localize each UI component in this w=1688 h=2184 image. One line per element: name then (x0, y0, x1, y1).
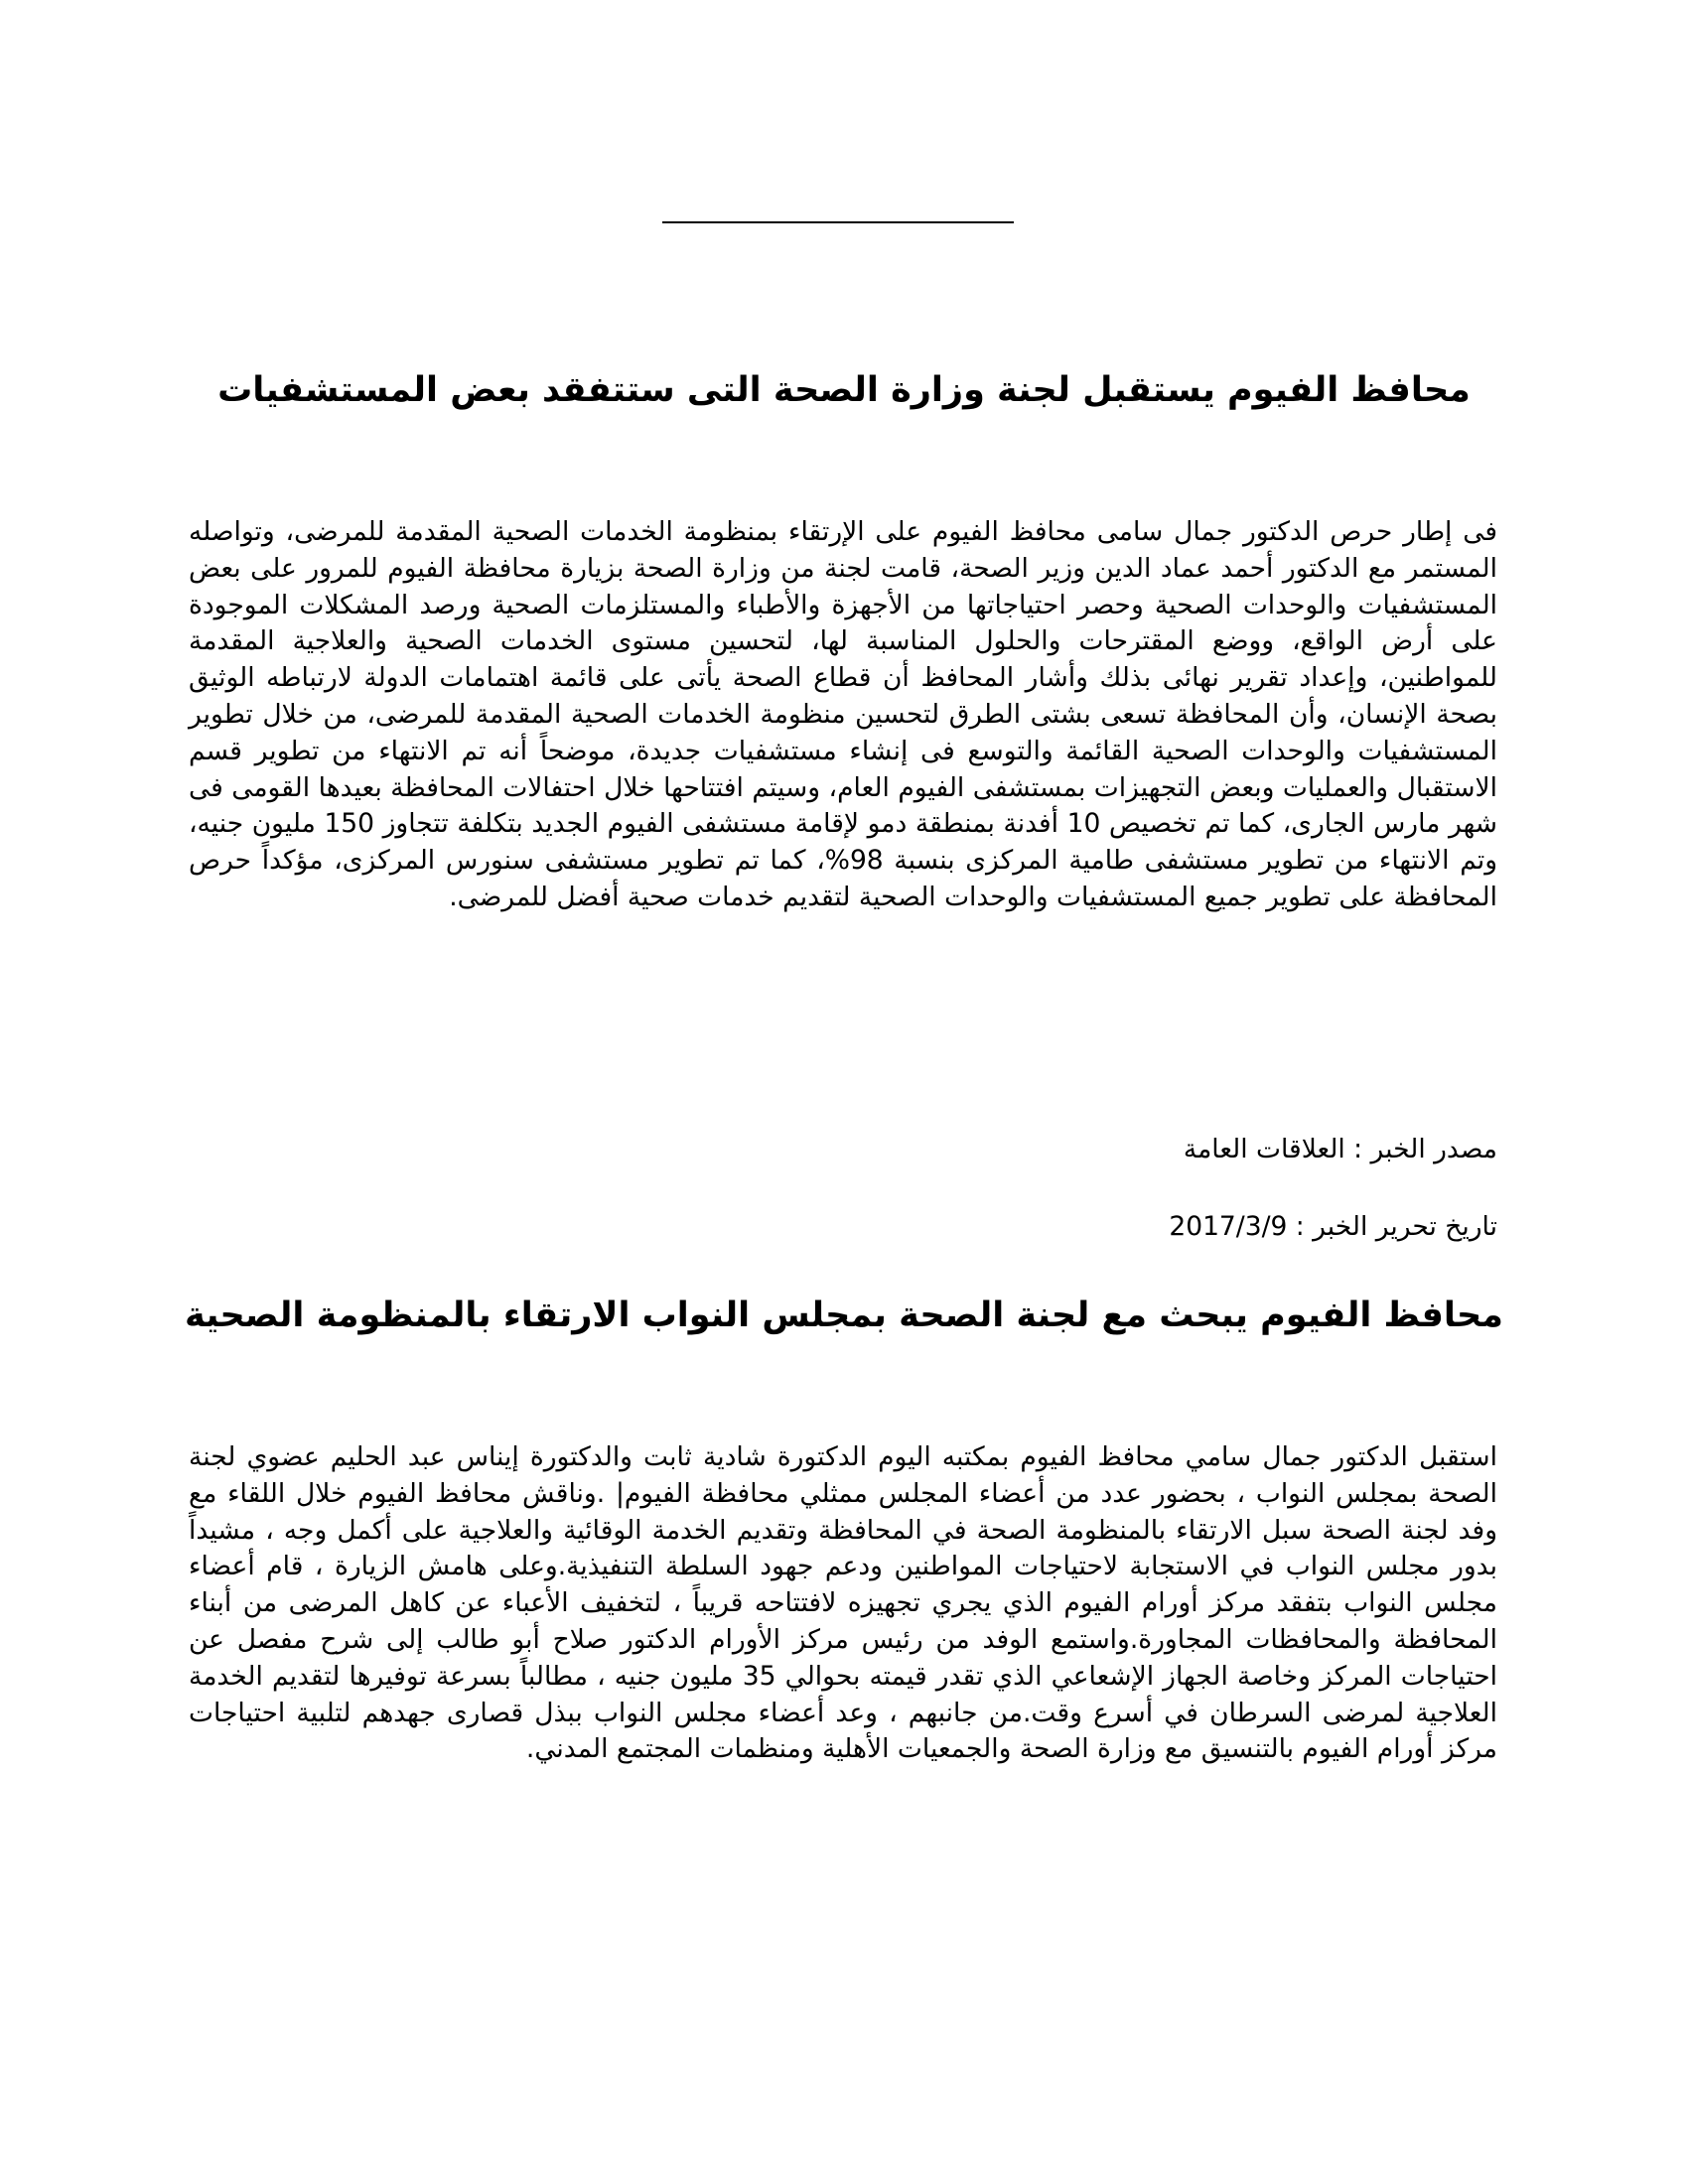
article-2-headline: محافظ الفيوم يبحث مع لجنة الصحة بمجلس النواب الارتقاء بالمنظومة الصحية (185, 1296, 1503, 1335)
article-1-date: تاريخ تحرير الخبر : 2017/3/9 (1169, 1211, 1497, 1242)
article-1-body: فى إطار حرص الدكتور جمال سامى محافظ الفيوم على الإرتقاء بمنظومة الخدمات الصحية المقدمة للمرضى، وتواصله المستمر مع الدكتور أحمد عماد الدين وزير الصحة، قامت لجنة من وزارة الصحة بزيارة محافظة الفيوم للمرور على بعض المستشفيات والوحدات الصحية وحصر احتياجاتها من الأجهزة والأطباء والمستلزمات الصحية ورصد المشكلات الموجودة على أرض الواقع، ووضع المقترحات والحلول المناسبة لها، لتحسين مستوى الخدمات الصحية والعلاجية المقدمة للمواطنين، وإعداد تقرير نهائى بذلك وأشار المحافظ أن قطاع الصحة يأتى على قائمة اهتمامات الدولة لارتباطه الوثيق بصحة الإنسان، وأن المحافظة تسعى بشتى الطرق لتحسين منظومة الخدمات الصحية المقدمة للمرضى، من خلال تطوير المستشفيات والوحدات الصحية القائمة والتوسع فى إنشاء مستشفيات جديدة، موضحاً أنه تم الانتهاء من تطوير قسم الاستقبال والعمليات وبعض التجهيزات بمستشفى الفيوم العام، وسيتم افتتاحها خلال احتفالات المحافظة بعيدها القومى فى شهر مارس الجارى، كما تم تخصيص 10 أفدنة بمنطقة دمو لإقامة مستشفى الفيوم الجديد بتكلفة تتجاوز 150 مليون جنيه، وتم الانتهاء من تطوير مستشفى طامية المركزى بنسبة 98%، كما تم تطوير مستشفى سنورس المركزى، مؤكداً حرص المحافظة على تطوير جميع المستشفيات والوحدات الصحية لتقديم خدمات صحية أفضل للمرضى. (189, 516, 1497, 912)
article-1-headline: محافظ الفيوم يستقبل لجنة وزارة الصحة التى ستتفقد بعض المستشفيات (217, 370, 1471, 410)
top-rule-divider (662, 221, 1014, 223)
article-1-source: مصدر الخبر : العلاقات العامة (1183, 1134, 1497, 1164)
article-2-body: استقبل الدكتور جمال سامي محافظ الفيوم بمكتبه اليوم الدكتورة شادية ثابت والدكتورة إيناس عبد الحليم عضوي لجنة الصحة بمجلس النواب ، بحضور عدد من أعضاء المجلس ممثلي محافظة الفيوم| .وناقش محافظ الفيوم خلال اللقاء مع وفد لجنة الصحة سبل الارتقاء بالمنظومة الصحة في المحافظة وتقديم الخدمة الوقائية والعلاجية على أكمل وجه ، مشيداً بدور مجلس النواب في الاستجابة لاحتياجات المواطنين ودعم جهود السلطة التنفيذية.وعلى هامش الزيارة ، قام أعضاء مجلس النواب بتفقد مركز أورام الفيوم الذي يجري تجهيزه لافتتاحه قريباً ، لتخفيف الأعباء عن كاهل المرضى من أبناء المحافظة والمحافظات المجاورة.واستمع الوفد من رئيس مركز الأورام الدكتور صلاح أبو طالب إلى شرح مفصل عن احتياجات المركز وخاصة الجهاز الإشعاعي الذي تقدر قيمته بحوالي 35 مليون جنيه ، مطالباً بسرعة توفيرها لتقديم الخدمة العلاجية لمرضى السرطان في أسرع وقت.من جانبهم ، وعد أعضاء مجلس النواب ببذل قصارى جهدهم لتلبية احتياجات مركز أورام الفيوم بالتنسيق مع وزارة الصحة والجمعيات الأهلية ومنظمات المجتمع المدني. (189, 1441, 1497, 1765)
